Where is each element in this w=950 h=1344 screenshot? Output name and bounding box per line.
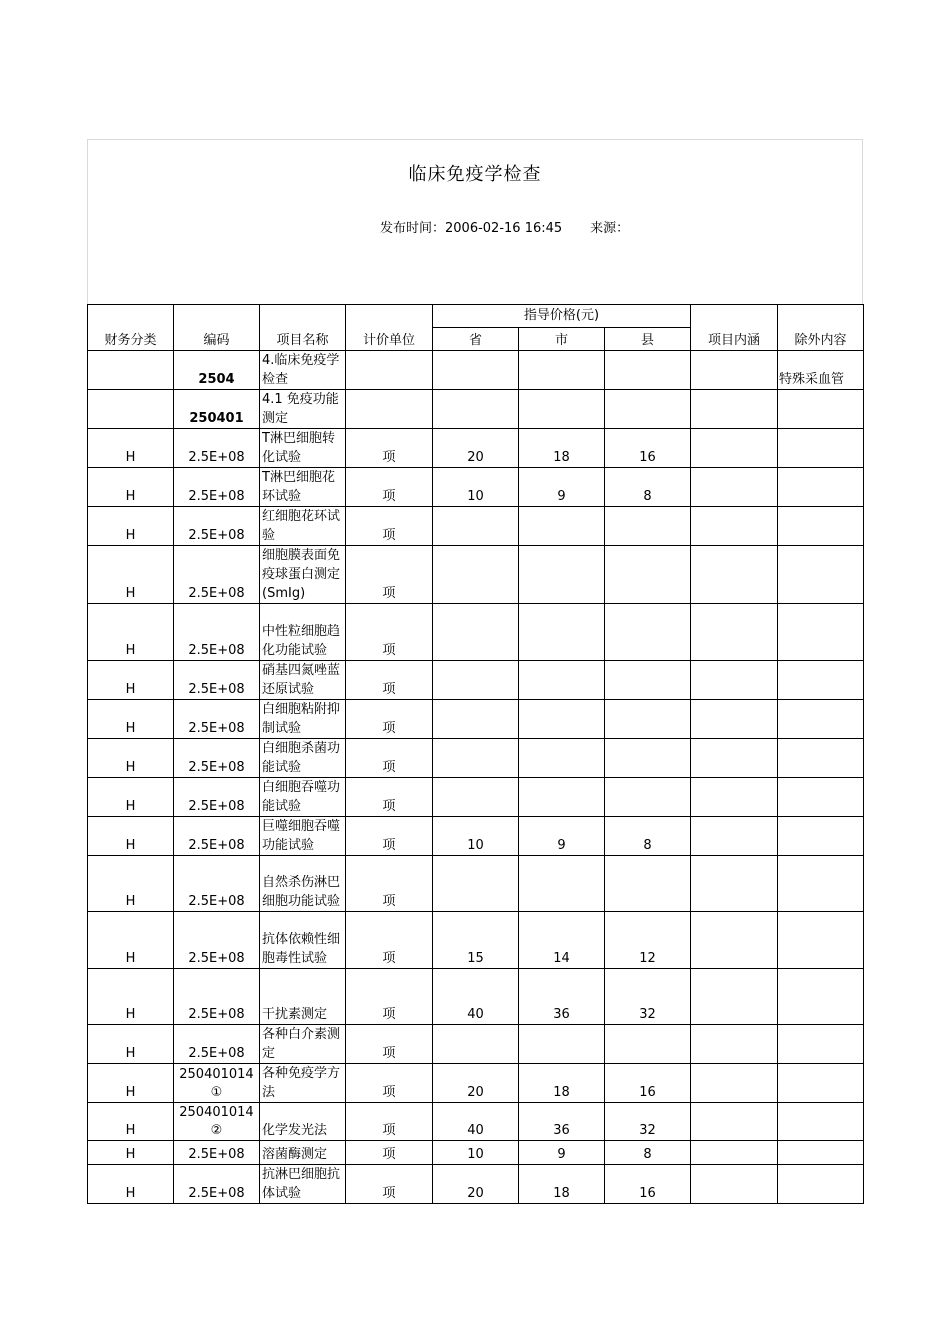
cell-unit: 项 [346, 856, 433, 912]
cell-unit: 项 [346, 778, 433, 817]
cell-unit: 项 [346, 1025, 433, 1064]
cell-price-city: 14 [519, 912, 605, 969]
col-content: 项目内涵 [691, 305, 778, 351]
cell-code: 2.5E+08 [174, 739, 260, 778]
col-province: 省 [433, 328, 519, 351]
cell-item-name: 4.1 免疫功能测定 [260, 390, 346, 429]
cell-code: 2.5E+08 [174, 507, 260, 546]
cell-finance-category: H [88, 546, 174, 604]
table-row [88, 969, 864, 1025]
cell-content [691, 507, 778, 546]
cell-price-city [519, 390, 605, 429]
cell-unit: 项 [346, 700, 433, 739]
cell-price-county [605, 700, 691, 739]
cell-code: 2.5E+08 [174, 1141, 260, 1165]
cell-price-city [519, 778, 605, 817]
cell-item-name: 抗淋巴细胞抗体试验 [260, 1165, 346, 1204]
cell-price-province [433, 661, 519, 700]
publish-meta [380, 217, 629, 236]
cell-price-county: 8 [605, 1141, 691, 1165]
cell-exclusions [778, 912, 864, 969]
cell-unit: 项 [346, 546, 433, 604]
cell-price-province [433, 739, 519, 778]
cell-finance-category: H [88, 1064, 174, 1103]
cell-price-province: 20 [433, 1064, 519, 1103]
cell-price-county [605, 546, 691, 604]
cell-price-county: 16 [605, 1064, 691, 1103]
cell-price-county: 16 [605, 1165, 691, 1204]
cell-price-province: 10 [433, 817, 519, 856]
cell-price-province [433, 351, 519, 390]
table-row [88, 817, 864, 856]
cell-finance-category: H [88, 700, 174, 739]
cell-price-province [433, 856, 519, 912]
cell-finance-category: H [88, 856, 174, 912]
table-row [88, 856, 864, 912]
cell-exclusions [778, 507, 864, 546]
cell-code: 2.5E+08 [174, 700, 260, 739]
cell-item-name: 中性粒细胞趋化功能试验 [260, 604, 346, 661]
cell-content [691, 856, 778, 912]
cell-item-name: 自然杀伤淋巴细胞功能试验 [260, 856, 346, 912]
table-row [88, 700, 864, 739]
cell-price-province: 20 [433, 429, 519, 468]
cell-price-province [433, 390, 519, 429]
cell-price-province [433, 507, 519, 546]
cell-content [691, 778, 778, 817]
col-county: 县 [605, 328, 691, 351]
cell-price-county [605, 856, 691, 912]
cell-finance-category [88, 351, 174, 390]
published-time: 2006-02-16 16:45 [445, 221, 563, 236]
cell-finance-category: H [88, 817, 174, 856]
cell-code: 2.5E+08 [174, 817, 260, 856]
table-row [88, 661, 864, 700]
cell-item-name: T淋巴细胞转化试验 [260, 429, 346, 468]
cell-content [691, 1141, 778, 1165]
cell-unit: 项 [346, 468, 433, 507]
cell-content [691, 739, 778, 778]
cell-code: 2.5E+08 [174, 546, 260, 604]
page-title: 临床免疫学检查 [408, 164, 542, 185]
cell-price-city [519, 856, 605, 912]
cell-unit: 项 [346, 1141, 433, 1165]
table-row [88, 351, 864, 390]
cell-exclusions [778, 739, 864, 778]
cell-exclusions [778, 1103, 864, 1141]
cell-price-city [519, 604, 605, 661]
cell-code: 2.5E+08 [174, 1025, 260, 1064]
cell-price-province [433, 778, 519, 817]
cell-price-city: 18 [519, 1064, 605, 1103]
header-row-1 [88, 305, 864, 328]
cell-price-city: 18 [519, 1165, 605, 1204]
published-label: 发布时间： [380, 221, 446, 236]
cell-finance-category: H [88, 739, 174, 778]
cell-finance-category: H [88, 912, 174, 969]
cell-item-name: 各种白介素测定 [260, 1025, 346, 1064]
cell-content [691, 1064, 778, 1103]
cell-exclusions [778, 1165, 864, 1204]
cell-exclusions [778, 817, 864, 856]
cell-finance-category: H [88, 778, 174, 817]
cell-price-county [605, 1025, 691, 1064]
cell-content [691, 1103, 778, 1141]
cell-price-province [433, 604, 519, 661]
cell-unit: 项 [346, 1165, 433, 1204]
cell-price-city [519, 661, 605, 700]
cell-price-county [605, 661, 691, 700]
cell-unit: 项 [346, 1064, 433, 1103]
table-row [88, 507, 864, 546]
cell-item-name: 干扰素测定 [260, 969, 346, 1025]
cell-code: 2.5E+08 [174, 778, 260, 817]
col-unit: 计价单位 [346, 305, 433, 351]
cell-finance-category: H [88, 969, 174, 1025]
cell-item-name: 硝基四氮唑蓝还原试验 [260, 661, 346, 700]
table-body [88, 351, 864, 1204]
cell-finance-category: H [88, 1103, 174, 1141]
table-row [88, 1103, 864, 1141]
cell-unit: 项 [346, 912, 433, 969]
fee-table [87, 304, 864, 1204]
cell-price-province: 15 [433, 912, 519, 969]
cell-price-city [519, 351, 605, 390]
cell-code: 2.5E+08 [174, 1165, 260, 1204]
table-row [88, 390, 864, 429]
cell-finance-category [88, 390, 174, 429]
cell-price-city: 36 [519, 969, 605, 1025]
cell-finance-category: H [88, 661, 174, 700]
cell-code: 250401 [174, 390, 260, 429]
cell-content [691, 1025, 778, 1064]
cell-unit: 项 [346, 1103, 433, 1141]
cell-price-city [519, 507, 605, 546]
cell-price-county: 8 [605, 468, 691, 507]
cell-exclusions [778, 1064, 864, 1103]
cell-content [691, 468, 778, 507]
col-item-name: 项目名称 [260, 305, 346, 351]
cell-item-name: 细胞膜表面免疫球蛋白测定(SmIg) [260, 546, 346, 604]
table-row [88, 604, 864, 661]
table-row [88, 1064, 864, 1103]
col-finance-category: 财务分类 [88, 305, 174, 351]
cell-price-county: 32 [605, 1103, 691, 1141]
col-city: 市 [519, 328, 605, 351]
cell-finance-category: H [88, 1141, 174, 1165]
cell-exclusions [778, 778, 864, 817]
cell-unit: 项 [346, 661, 433, 700]
table-row [88, 429, 864, 468]
cell-exclusions [778, 429, 864, 468]
cell-exclusions [778, 546, 864, 604]
cell-price-city [519, 546, 605, 604]
cell-item-name: 各种免疫学方法 [260, 1064, 346, 1103]
cell-item-name: T淋巴细胞花环试验 [260, 468, 346, 507]
cell-finance-category: H [88, 1165, 174, 1204]
cell-price-city: 9 [519, 468, 605, 507]
cell-price-city: 9 [519, 817, 605, 856]
cell-unit: 项 [346, 969, 433, 1025]
cell-content [691, 1165, 778, 1204]
cell-price-county [605, 390, 691, 429]
cell-finance-category: H [88, 468, 174, 507]
cell-code: 2.5E+08 [174, 856, 260, 912]
cell-price-county: 12 [605, 912, 691, 969]
cell-content [691, 390, 778, 429]
cell-price-province: 20 [433, 1165, 519, 1204]
cell-content [691, 969, 778, 1025]
cell-price-city [519, 739, 605, 778]
cell-exclusions: 特殊采血管 [778, 351, 864, 390]
table-row [88, 546, 864, 604]
cell-price-county [605, 739, 691, 778]
table-row [88, 468, 864, 507]
cell-price-province [433, 700, 519, 739]
cell-code: 2504 [174, 351, 260, 390]
cell-price-county: 8 [605, 817, 691, 856]
document-header [87, 139, 863, 305]
cell-price-province: 10 [433, 1141, 519, 1165]
table-row [88, 778, 864, 817]
cell-price-province [433, 1025, 519, 1064]
table-row [88, 1165, 864, 1204]
cell-item-name: 溶菌酶测定 [260, 1141, 346, 1165]
cell-item-name: 白细胞吞噬功能试验 [260, 778, 346, 817]
cell-code: 2.5E+08 [174, 429, 260, 468]
cell-price-province [433, 546, 519, 604]
cell-price-county [605, 507, 691, 546]
cell-unit [346, 390, 433, 429]
cell-item-name: 化学发光法 [260, 1103, 346, 1141]
table-row [88, 1141, 864, 1165]
cell-item-name: 白细胞杀菌功能试验 [260, 739, 346, 778]
cell-exclusions [778, 1141, 864, 1165]
cell-content [691, 429, 778, 468]
cell-content [691, 700, 778, 739]
cell-item-name: 抗体依赖性细胞毒性试验 [260, 912, 346, 969]
cell-price-county: 16 [605, 429, 691, 468]
cell-exclusions [778, 468, 864, 507]
cell-unit: 项 [346, 507, 433, 546]
cell-content [691, 604, 778, 661]
table-row [88, 912, 864, 969]
cell-content [691, 912, 778, 969]
cell-unit: 项 [346, 604, 433, 661]
cell-code: 2.5E+08 [174, 661, 260, 700]
cell-price-city: 9 [519, 1141, 605, 1165]
cell-code: 2.5E+08 [174, 604, 260, 661]
cell-content [691, 351, 778, 390]
cell-price-county [605, 351, 691, 390]
col-exclusions: 除外内容 [778, 305, 864, 351]
cell-exclusions [778, 856, 864, 912]
cell-content [691, 546, 778, 604]
cell-code: 2.5E+08 [174, 912, 260, 969]
cell-code: 2.5E+08 [174, 468, 260, 507]
cell-finance-category: H [88, 604, 174, 661]
cell-price-city [519, 700, 605, 739]
cell-exclusions [778, 604, 864, 661]
cell-unit: 项 [346, 739, 433, 778]
col-code: 编码 [174, 305, 260, 351]
cell-unit [346, 351, 433, 390]
cell-finance-category: H [88, 1025, 174, 1064]
cell-item-name: 红细胞花环试验 [260, 507, 346, 546]
cell-item-name: 巨噬细胞吞噬功能试验 [260, 817, 346, 856]
cell-item-name: 4.临床免疫学检查 [260, 351, 346, 390]
table-row [88, 1025, 864, 1064]
cell-code: 2.5E+08 [174, 969, 260, 1025]
cell-price-city: 18 [519, 429, 605, 468]
cell-price-county: 32 [605, 969, 691, 1025]
cell-price-city [519, 1025, 605, 1064]
cell-exclusions [778, 390, 864, 429]
cell-code: 250401014② [174, 1103, 260, 1141]
cell-code: 250401014① [174, 1064, 260, 1103]
cell-price-province: 40 [433, 1103, 519, 1141]
cell-exclusions [778, 1025, 864, 1064]
cell-finance-category: H [88, 429, 174, 468]
cell-exclusions [778, 700, 864, 739]
cell-unit: 项 [346, 429, 433, 468]
cell-price-county [605, 604, 691, 661]
source-label: 来源： [590, 221, 630, 236]
cell-price-county [605, 778, 691, 817]
cell-price-province: 10 [433, 468, 519, 507]
cell-price-city: 36 [519, 1103, 605, 1141]
cell-price-province: 40 [433, 969, 519, 1025]
cell-content [691, 817, 778, 856]
cell-finance-category: H [88, 507, 174, 546]
cell-item-name: 白细胞粘附抑制试验 [260, 700, 346, 739]
cell-exclusions [778, 661, 864, 700]
cell-exclusions [778, 969, 864, 1025]
col-guide-price: 指导价格(元) [433, 305, 691, 328]
cell-content [691, 661, 778, 700]
table-row [88, 739, 864, 778]
cell-unit: 项 [346, 817, 433, 856]
